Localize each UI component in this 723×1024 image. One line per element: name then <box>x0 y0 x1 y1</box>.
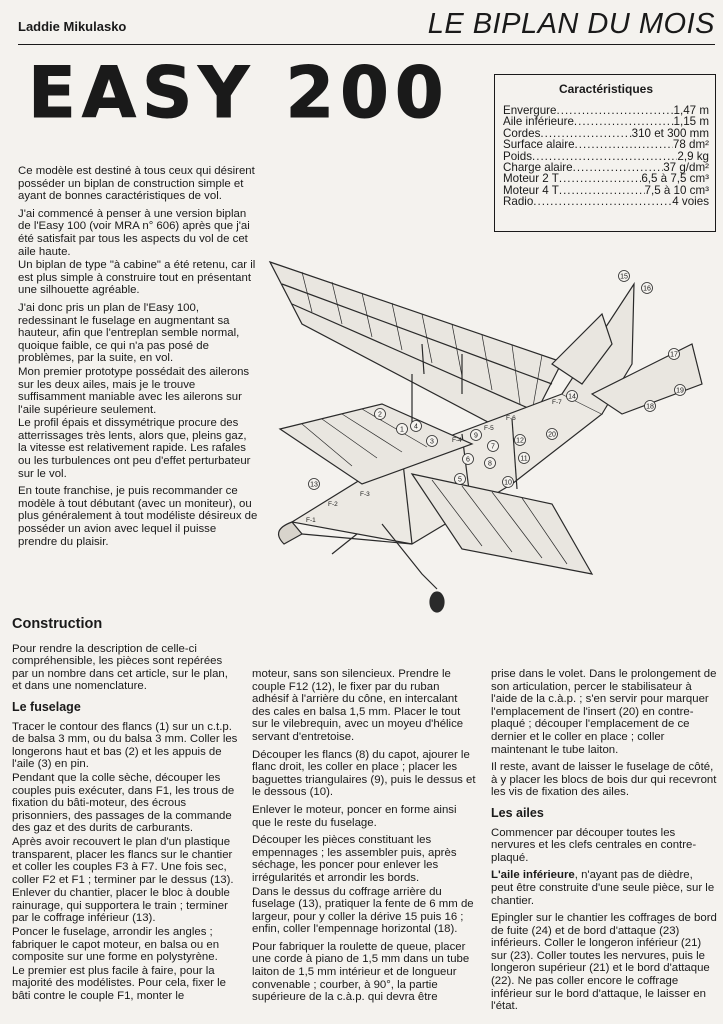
callout-number: 13 <box>310 481 318 489</box>
intro-paragraph: Un biplan de type "à cabine" a été retenu, car il est plus simple à construire tout en présentant une silhouette agréable. <box>18 259 256 297</box>
body-paragraph: Il reste, avant de laisser le fuselage de côté, à y placer les blocs de bois dur qui recevront les vis de fixation des ailes. <box>491 761 717 799</box>
construction-column-2 <box>252 668 478 1009</box>
spec-label: Moteur 4 T <box>503 183 559 197</box>
former-label: F-5 <box>484 425 494 432</box>
former-label: F-2 <box>328 501 338 508</box>
spec-row <box>503 196 709 207</box>
construction-heading: Construction <box>12 616 103 632</box>
specs-box <box>494 74 716 232</box>
callout-number: 8 <box>488 460 492 468</box>
intro-paragraph: Le profil épais et dissymétrique procure des atterrissages très lents, alors que, pleins gaz, la vitesse est relativement rapide. Les rafales ou les turbulences ont peu d'effet perturbateur sur le vol. <box>18 417 251 480</box>
intro-paragraph: Mon premier prototype possédait des ailerons sur les deux ailes, mais je le trouve suffisamment maniable avec les ailerons sur l'aile supérieure seulement. <box>18 365 250 416</box>
body-paragraph: Dans le dessus du coffrage arrière du fuselage (13), pratiquer la fente de 6 mm de largeur, pour y coller la dérive 15 puis 16 ; enfin, coller l'empennage horizontal (18). <box>252 885 474 936</box>
header-rule <box>18 44 715 45</box>
body-paragraph: Epingler sur le chantier les coffrages de bord de fuite (24) et de bord d'attaque (23) inférieurs. Coller le longeron inférieur (21) sur (23). Coller toutes les nervures, puis le longeron supérieur (21) et le bord d'attaque (22). Ne pas coller encore le coffrage inférieur sur le bord d'attaque, le laisser en l'état. <box>491 912 717 1013</box>
body-paragraph <box>491 869 717 907</box>
callout-number: 17 <box>670 351 678 359</box>
former-label: F-6 <box>506 415 516 422</box>
lower-wing-lead: L'aile inférieure <box>491 869 575 882</box>
spec-label: Envergure <box>503 104 557 117</box>
body-paragraph: Commencer par découper toutes les nervures et les clefs centrales en contre-plaqué. <box>491 826 697 864</box>
callout-number: 3 <box>430 438 434 446</box>
exploded-airframe-drawing <box>262 244 722 622</box>
body-paragraph: Découper les flancs (8) du capot, ajourer le flanc droit, les coller en place ; placer les baguettes triangulaires (9), puis le dessus et le dessous (10). <box>252 748 476 799</box>
callout-number: 6 <box>466 456 470 464</box>
callout-number: 1 <box>400 426 404 434</box>
construction-intro: Pour rendre la description de celle-ci compréhensible, les pièces sont repérées par un nombre dans cet article, sur le plan, et dans une nomenclature. <box>12 642 228 693</box>
spec-value: 78 dm² <box>672 138 709 152</box>
construction-column-3 <box>491 668 717 1018</box>
spec-value: 4 voies <box>672 195 709 209</box>
callout-number: 20 <box>548 431 556 439</box>
body-paragraph: Enlever du chantier, placer le bloc à double rainurage, qui supportera le train ; terminer par le coffrage inférieur (13). <box>12 887 230 925</box>
body-paragraph: prise dans le volet. Dans le prolongement de son articulation, percer le stabilisateur à l'aide de la c.à.p. ; s'en servir pour marquer l'emplacement de l'insert (20) en contre-plaqué ; découper l'emplacement de ce dernier et le coller en place ; coller maintenant le tube laiton. <box>491 668 717 756</box>
intro-column <box>18 165 258 553</box>
intro-paragraph: J'ai donc pris un plan de l'Easy 100, redessinant le fuselage en augmentant sa hauteur, afin que l'entreplan semble normal, quoique faible, ce qui n'a pas posé de problèmes, par la suite, en vol. <box>18 301 240 365</box>
section-rubric: LE BIPLAN DU MOIS <box>427 8 715 40</box>
callout-number: 5 <box>458 476 462 484</box>
callout-number: 19 <box>676 387 684 395</box>
spec-leader-dots <box>559 173 641 184</box>
spec-label: Cordes <box>503 126 541 140</box>
intro-paragraph: En toute franchise, je puis recommander ce modèle à tout débutant (avec un moniteur), ou plus généralement à tout modéliste désireux de posséder un avion avec lequel il puisse prendre du plaisir. <box>18 485 258 548</box>
intro-paragraph: J'ai commencé à penser à une version biplan de l'Easy 100 (voir MRA n° 606) après que j'ai été satisfait par tous les aspects du vol de cet aile haute. <box>18 207 250 258</box>
callout-number: 9 <box>474 432 478 440</box>
spec-label: Charge alaire <box>503 161 573 175</box>
former-label: F-4 <box>452 437 462 444</box>
spec-value: 2,9 kg <box>677 149 709 163</box>
spec-label: Radio <box>503 195 534 209</box>
body-paragraph: Enlever le moteur, poncer en forme ainsi que le reste du fuselage. <box>252 803 457 829</box>
body-paragraph: Après avoir recouvert le plan d'un plastique transparent, placer les flancs sur le chantier et coller les couples F3 à F7. Une fois sec, coller F2 et F1 ; terminer par le dessus (13). <box>12 835 234 886</box>
body-paragraph: Le premier est plus facile à faire, pour la majorité des modélistes. Pour cela, fixer le bâti contre le couple F1, monter le <box>12 964 226 1003</box>
callout-number: 15 <box>620 273 628 281</box>
spec-value: 7,5 à 10 cm³ <box>644 183 709 197</box>
spec-leader-dots <box>575 139 673 150</box>
spec-value: 37 g/dm² <box>663 161 709 175</box>
specs-heading: Caractéristiques <box>558 82 654 96</box>
spec-label: Moteur 2 T <box>503 172 559 186</box>
spec-leader-dots <box>533 196 672 207</box>
callout-number: 7 <box>491 443 495 451</box>
former-label: F-3 <box>360 491 370 498</box>
spec-leader-dots <box>557 105 674 116</box>
callout-number: 12 <box>516 437 524 445</box>
callout-number: 2 <box>378 411 382 419</box>
body-paragraph: Tracer le contour des flancs (1) sur un c.t.p. de balsa 3 mm, ou du balsa 3 mm. Coller les longerons haut et bas (2) et les appuis de l'aile (3) en pin. <box>12 720 238 771</box>
callout-number: 16 <box>643 285 651 293</box>
spec-row <box>503 139 709 150</box>
article-title: EASY 200 <box>28 52 450 134</box>
construction-column-1 <box>12 618 240 1004</box>
callout-number: 14 <box>568 393 576 401</box>
fuselage-heading: Le fuselage <box>12 699 81 714</box>
spec-label: Surface alaire <box>503 138 575 152</box>
author-name: Laddie Mikulasko <box>18 19 127 34</box>
body-paragraph: moteur, sans son silencieux. Prendre le couple F12 (12), le fixer par du ruban adhésif à l'arrière du cône, en intercalant des cales en balsa 1,5 mm. Placer le tout sur le vilebrequin, avec un moyeu d'hélice servant d'entretoise. <box>252 668 464 743</box>
body-paragraph: Pour fabriquer la roulette de queue, placer une corde à piano de 1,5 mm dans un tube laiton de 1,5 mm intérieur et de longueur convenable ; courber, à 90°, la partie supérieure de la c.à.p. qui devra être <box>252 940 470 1004</box>
spec-leader-dots <box>559 185 645 196</box>
body-paragraph: Pendant que la colle sèche, découper les couples puis exécuter, dans F1, les trous de fixation du bâti-moteur, des écrous prisonniers, des passages de la commande des gaz et des durits de carburants. <box>12 771 235 835</box>
spec-label: Poids <box>503 149 533 163</box>
wings-heading: Les ailes <box>491 805 544 820</box>
callout-number: 11 <box>520 455 528 463</box>
spec-value: 1,15 m <box>673 115 709 129</box>
callout-number: 18 <box>646 403 654 411</box>
former-label: F-1 <box>306 517 316 524</box>
spec-value: 1,47 m <box>673 104 709 117</box>
spec-value: 6,5 à 7,5 cm³ <box>641 172 709 186</box>
body-paragraph: Découper les pièces constituant les empennages ; les assembler puis, après séchage, les poncer pour enlever les irrégularités et arrondir les bords. <box>252 834 457 884</box>
intro-paragraph: Ce modèle est destiné à tous ceux qui désirent posséder un biplan de construction simple et ayant de bonnes caractéristiques de vol. <box>18 165 255 203</box>
spec-value: 310 et 300 mm <box>631 126 709 140</box>
spec-label: Aile inférieure <box>503 115 574 129</box>
lower-wing-text: , n'ayant pas de dièdre, peut être construite d'une seule pièce, sur le chantier. <box>491 869 715 907</box>
body-paragraph: Poncer le fuselage, arrondir les angles ; fabriquer le capot moteur, en balsa ou en composite sur une forme en polystyrène. <box>12 926 220 964</box>
former-label: F-7 <box>552 399 562 406</box>
callout-number: 4 <box>414 423 418 431</box>
callout-number: 10 <box>504 479 512 487</box>
